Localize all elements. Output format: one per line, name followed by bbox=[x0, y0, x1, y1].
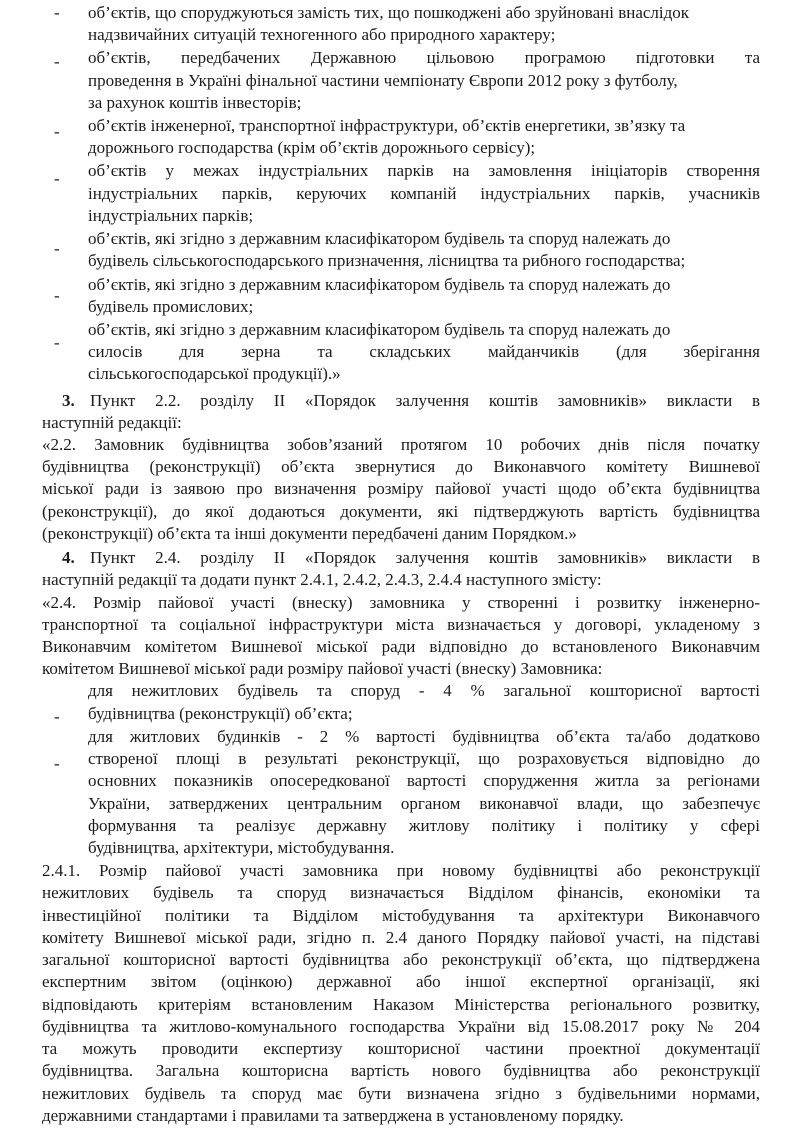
bullet-marker: - bbox=[54, 286, 60, 305]
bullet-marker: - bbox=[54, 707, 60, 726]
quote-line: комітетом Вишневої міської ради розміру пайової участі (внеску) Замовника: bbox=[42, 659, 603, 679]
list-item-line: індустріальних парків, керуючих компаній індустріальних парків, учасників bbox=[88, 183, 760, 203]
list-item-line: формування та реалізує державну житлову політику і політику у сфері bbox=[88, 815, 760, 835]
list-item-line: за рахунок коштів інвесторів; bbox=[88, 92, 302, 112]
quote-line: (реконструкції), до якої додаються документи, які підтверджують вартість будівництва bbox=[42, 501, 760, 521]
list-item-line: об’єктів, що споруджуються замість тих, що пошкоджені або зруйновані внаслідок bbox=[88, 2, 690, 22]
bullet-marker: - bbox=[54, 169, 60, 188]
item-text: наступній редакції: bbox=[42, 412, 182, 432]
paragraph-line: відповідають критеріям встановленим Наказом Міністерства регіонального розвитку, bbox=[42, 994, 760, 1014]
quote-line: міської ради із заявою про визначення розміру пайової участі щодо об’єкта будівництва bbox=[42, 479, 760, 499]
paragraph-line: та можуть проводити експертизу кошторисної частини проектної документації bbox=[42, 1039, 760, 1059]
paragraph-line: нежитлових будівель та споруд визначається Відділом фінансів, економіки та bbox=[42, 883, 760, 903]
list-item-line: сільськогосподарської продукції).» bbox=[88, 364, 341, 384]
item-number: 3. bbox=[62, 390, 75, 410]
bullet-marker: - bbox=[54, 3, 60, 22]
paragraph-line: будівництва та житлово-комунального господарства України від 15.08.2017 року № 204 bbox=[42, 1016, 760, 1036]
paragraph-line: експертним звітом (оцінкою) державної або іншої експертної організації, які bbox=[42, 972, 760, 992]
paragraph-line: загальної кошторисної вартості будівництва або реконструкції об’єкта, що підтверджена bbox=[42, 950, 760, 970]
list-item-line: для житлових будинків - 2 % вартості будівництва об’єкта та/або додатково bbox=[88, 726, 760, 746]
item-text: Пункт 2.4. розділу ІІ «Порядок залучення коштів замовників» викласти в bbox=[90, 548, 760, 568]
quote-line: «2.4. Розмір пайової участі (внеску) замовника у створенні і розвитку інженерно- bbox=[42, 592, 760, 612]
list-item-line: силосів для зерна та складських майданчиків (для зберігання bbox=[88, 342, 760, 362]
quote-line: Виконавчим комітетом Вишневої міської ради відповідно до встановленого Виконавчим bbox=[42, 636, 760, 656]
list-item-line: об’єктів, передбачених Державною цільовою програмою підготовки та bbox=[88, 48, 760, 68]
list-item-line: створеної площі в результаті реконструкції, що розраховується відповідно до bbox=[88, 749, 760, 769]
list-item-line: основних показників опосередкованої вартості спорудження житла за регіонами bbox=[88, 771, 760, 791]
list-item-line: будівель промислових; bbox=[88, 296, 254, 316]
quote-line: будівництва (реконструкції) об’єкта звернутися до Виконавчого комітету Вишневої bbox=[42, 457, 760, 477]
bullet-marker: - bbox=[54, 122, 60, 141]
list-item-line: для нежитлових будівель та споруд - 4 % загальної кошторисної вартості bbox=[88, 681, 760, 701]
paragraph-line: інвестиційної політики та Відділом містобудування та архітектури Виконавчого bbox=[42, 905, 760, 925]
bullet-marker: - bbox=[54, 52, 60, 71]
list-item-line: об’єктів інженерної, транспортної інфраструктури, об’єктів енергетики, зв’язку та bbox=[88, 116, 686, 136]
paragraph-line: нежитлових будівель та споруд має бути визначена згідно з будівельними нормами, bbox=[42, 1083, 760, 1103]
bullet-marker: - bbox=[54, 239, 60, 258]
list-item-line: будівництва (реконструкції) об’єкта; bbox=[88, 703, 353, 723]
bullet-marker: - bbox=[54, 754, 60, 773]
paragraph-line: комітету Вишневої міської ради, згідно п. 2.4 даного Порядку пайової участі, на підставі bbox=[42, 927, 760, 947]
list-item-line: дорожнього господарства (крім об’єктів дорожнього сервісу); bbox=[88, 138, 536, 158]
paragraph-line: будівництва. Загальна кошторисна вартість нового будівництва або реконструкції bbox=[42, 1061, 760, 1081]
quote-line: (реконструкції) об’єкта та інші документи передбачені даним Порядком.» bbox=[42, 523, 577, 543]
bullet-marker: - bbox=[54, 333, 60, 352]
list-item-line: України, затверджених центральним органом виконавчої влади, що забезпечує bbox=[88, 793, 760, 813]
paragraph-line: державними стандартами і правилами та затверджена в установленому порядку. bbox=[42, 1105, 624, 1125]
paragraph-line: 2.4.1. Розмір пайової участі замовника при новому будівництві або реконструкції bbox=[42, 861, 760, 881]
list-item-line: об’єктів, які згідно з державним класифікатором будівель та споруд належать до bbox=[88, 319, 671, 339]
list-item-line: об’єктів у межах індустріальних парків на замовлення ініціаторів створення bbox=[88, 161, 760, 181]
list-item-line: будівель сільськогосподарського призначення, лісництва та рибного господарства; bbox=[88, 251, 686, 271]
item-text: наступній редакції та додати пункт 2.4.1, 2.4.2, 2.4.3, 2.4.4 наступного змісту: bbox=[42, 570, 602, 590]
list-item-line: будівництва, архітектури, містобудування. bbox=[88, 838, 395, 858]
list-item-line: об’єктів, які згідно з державним класифікатором будівель та споруд належать до bbox=[88, 274, 671, 294]
list-item-line: надзвичайних ситуацій техногенного або природного характеру; bbox=[88, 25, 556, 45]
quote-line: транспортної та соціальної інфраструктури міста визначається у договорі, укладеному з bbox=[42, 614, 760, 634]
item-number: 4. bbox=[62, 548, 75, 568]
item-text: Пункт 2.2. розділу ІІ «Порядок залучення коштів замовників» викласти в bbox=[90, 390, 760, 410]
list-item-line: проведення в Україні фінальної частини чемпіонату Європи 2012 року з футболу, bbox=[88, 70, 678, 90]
quote-line: «2.2. Замовник будівництва зобов’язаний протягом 10 робочих днів після початку bbox=[42, 434, 760, 454]
list-item-line: індустріальних парків; bbox=[88, 205, 254, 225]
list-item-line: об’єктів, які згідно з державним класифікатором будівель та споруд належать до bbox=[88, 229, 671, 249]
